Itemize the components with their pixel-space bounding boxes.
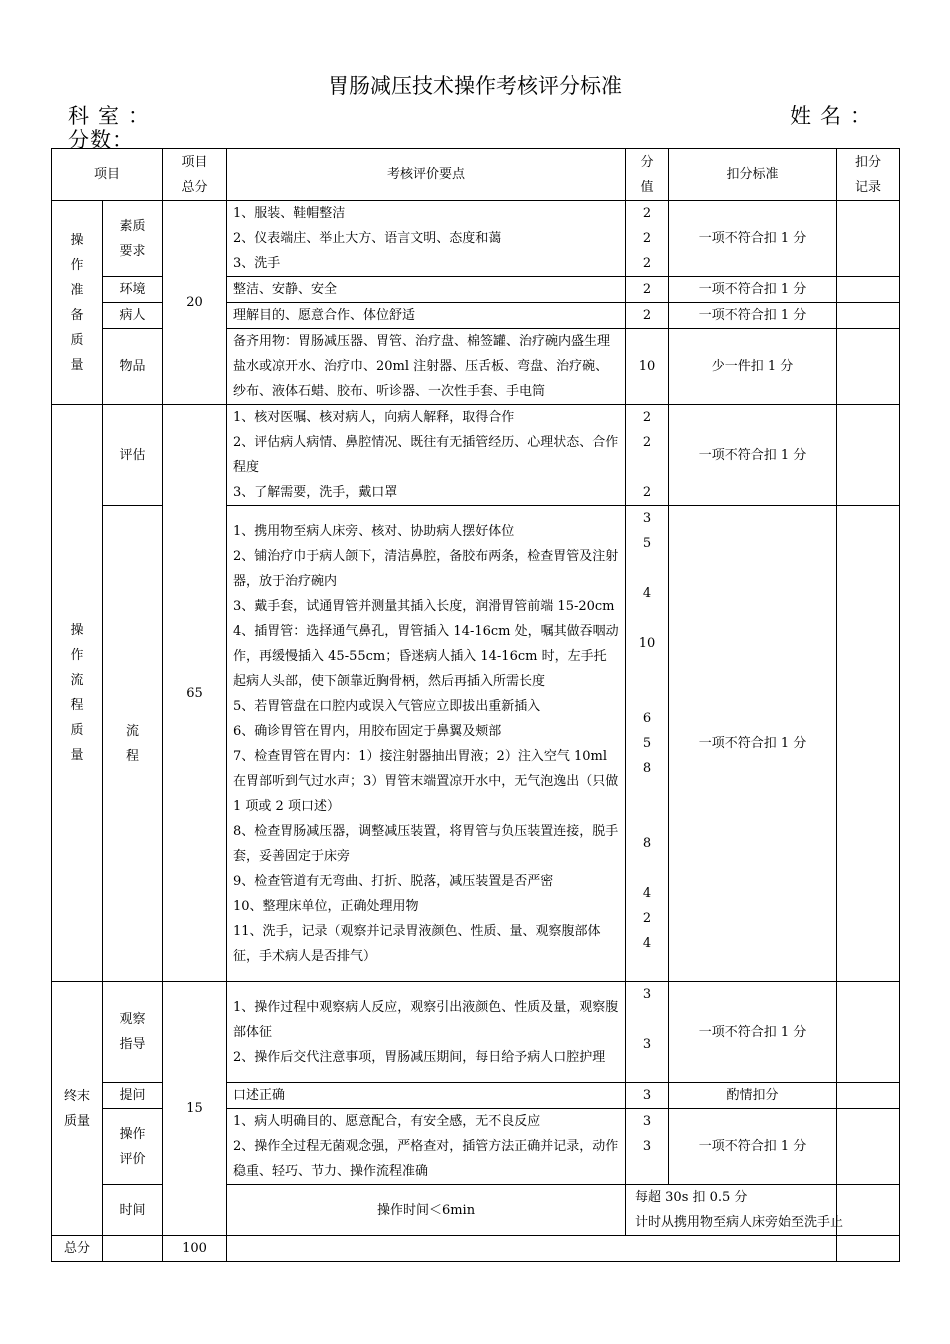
eval-points: 1、携用物至病人床旁、核对、协助病人摆好体位 2、铺治疗巾于病人颌下，清洁鼻腔，备胶布两条，检查胃管及注射器，放于治疗碗内 3、戴手套，试通胃管并测量其插入长度，润滑胃管前端 15-20cm 4、插胃管：选择通气鼻孔，胃管插入 14-16cm 处，嘱其做吞咽动作，再缓慢插入 45-55cm；昏迷病人插入 14-16cm 时，左手托起病人头部，使下颌靠近胸骨柄，然后再插入所需长度 5、若胃管盘在口腔内或误入气管应立即拔出重新插入 6、确诊胃管在胃内，用胶布固定于鼻翼及颊部 7、检查胃管在胃内：1）接注射器抽出胃液；2）注入空气 10ml 在胃部听到气过水声；3）胃管末端置凉开水中，无气泡逸出（只做 1 项或 2 项口述） 8、检查胃肠减压器，调整减压装置，将胃管与负压装置连接，脱手套，妥善固定于床旁 9、检查管道有无弯曲、打折、脱落，减压装置是否严密 10、整理床单位，正确处理用物 11、洗手，记录（观察并记录胃液颜色、性质、量、观察腹部体征，手术病人是否排气） (227, 506, 626, 982)
deduct-rule: 一项不符合扣 1 分 (669, 506, 837, 982)
record-cell[interactable] (837, 201, 900, 277)
section-name: 操 作 准 备 质 量 (52, 201, 103, 405)
eval-points: 操作时间＜6min (227, 1185, 626, 1236)
sub-item: 环境 (103, 277, 163, 303)
sub-item: 操作 评价 (103, 1109, 163, 1185)
sub-item: 时间 (103, 1185, 163, 1236)
record-cell[interactable] (837, 329, 900, 405)
point-values: 3 3 (626, 982, 669, 1083)
eval-points: 1、服装、鞋帽整洁 2、仪表端庄、举止大方、语言文明、态度和蔼 3、洗手 (227, 201, 626, 277)
eval-points: 备齐用物：胃肠减压器、胃管、治疗盘、棉签罐、治疗碗内盛生理盐水或凉开水、治疗巾、20ml 注射器、压舌板、弯盘、治疗碗、纱布、液体石蜡、胶布、听诊器、一次性手套、手电筒 (227, 329, 626, 405)
point-values: 3 3 (626, 1109, 669, 1185)
eval-points: 1、核对医嘱、核对病人，向病人解释，取得合作 2、评估病人病情、鼻腔情况、既往有无插管经历、心理状态、合作程度 3、了解需要，洗手，戴口罩 (227, 405, 626, 506)
record-cell[interactable] (837, 1083, 900, 1109)
sub-item: 评估 (103, 405, 163, 506)
point-values: 2 2 2 (626, 201, 669, 277)
deduct-rule: 少一件扣 1 分 (669, 329, 837, 405)
record-cell[interactable] (837, 1185, 900, 1236)
table-row (52, 201, 900, 277)
eval-points: 理解目的、愿意合作、体位舒适 (227, 303, 626, 329)
point-values: 2 (626, 277, 669, 303)
point-values: 3 5 4 10 6 5 8 8 4 2 4 (626, 506, 669, 982)
section-total: 15 (163, 982, 227, 1236)
sub-item: 观察 指导 (103, 982, 163, 1083)
section-total: 65 (163, 405, 227, 982)
deduct-rule: 酌情扣分 (669, 1083, 837, 1109)
col-total: 项目 总分 (163, 149, 227, 201)
section-total: 20 (163, 201, 227, 405)
col-record: 扣分 记录 (837, 149, 900, 201)
eval-points: 整洁、安静、安全 (227, 277, 626, 303)
header-row (52, 149, 900, 201)
record-cell[interactable] (837, 405, 900, 506)
scoring-table (51, 148, 900, 1262)
sub-item: 素质 要求 (103, 201, 163, 277)
col-item: 项目 (52, 149, 163, 201)
point-values: 2 2 2 (626, 405, 669, 506)
eval-points: 1、病人明确目的、愿意配合，有安全感，无不良反应 2、操作全过程无菌观念强，严格查对，插管方法正确并记录，动作稳重、轻巧、节力、操作流程准确 (227, 1109, 626, 1185)
page-title: 胃肠减压技术操作考核评分标准 (328, 74, 622, 98)
score-label: 分数： (68, 128, 134, 152)
dept-label: 科室： (68, 104, 158, 128)
col-value: 分 值 (626, 149, 669, 201)
total-score: 100 (163, 1236, 227, 1262)
table-row (52, 982, 900, 1083)
deduct-rule: 一项不符合扣 1 分 (669, 201, 837, 277)
point-values: 10 (626, 329, 669, 405)
col-deduct: 扣分标准 (669, 149, 837, 201)
point-values: 3 (626, 1083, 669, 1109)
deduct-rule: 一项不符合扣 1 分 (669, 277, 837, 303)
point-values: 2 (626, 303, 669, 329)
sub-item: 物品 (103, 329, 163, 405)
record-cell[interactable] (837, 277, 900, 303)
eval-points: 1、操作过程中观察病人反应，观察引出液颜色、性质及量，观察腹部体征 2、操作后交代注意事项，胃肠减压期间，每日给予病人口腔护理 (227, 982, 626, 1083)
sub-item: 提问 (103, 1083, 163, 1109)
deduct-rule: 每超 30s 扣 0.5 分 计时从携用物至病人床旁始至洗手止 (626, 1185, 837, 1236)
sub-item: 流 程 (103, 506, 163, 982)
section-name: 终末 质量 (52, 982, 103, 1236)
col-points: 考核评价要点 (227, 149, 626, 201)
sub-item: 病人 (103, 303, 163, 329)
record-cell[interactable] (837, 506, 900, 982)
eval-points: 口述正确 (227, 1083, 626, 1109)
name-label: 姓名： (790, 104, 880, 128)
table-row (52, 405, 900, 506)
section-name: 操 作 流 程 质 量 (52, 405, 103, 982)
record-cell[interactable] (837, 982, 900, 1083)
deduct-rule: 一项不符合扣 1 分 (669, 303, 837, 329)
total-row (52, 1236, 900, 1262)
record-cell[interactable] (837, 1236, 900, 1262)
total-label: 总分 (52, 1236, 103, 1262)
deduct-rule: 一项不符合扣 1 分 (669, 982, 837, 1083)
record-cell[interactable] (837, 1109, 900, 1185)
deduct-rule: 一项不符合扣 1 分 (669, 405, 837, 506)
deduct-rule: 一项不符合扣 1 分 (669, 1109, 837, 1185)
record-cell[interactable] (837, 303, 900, 329)
